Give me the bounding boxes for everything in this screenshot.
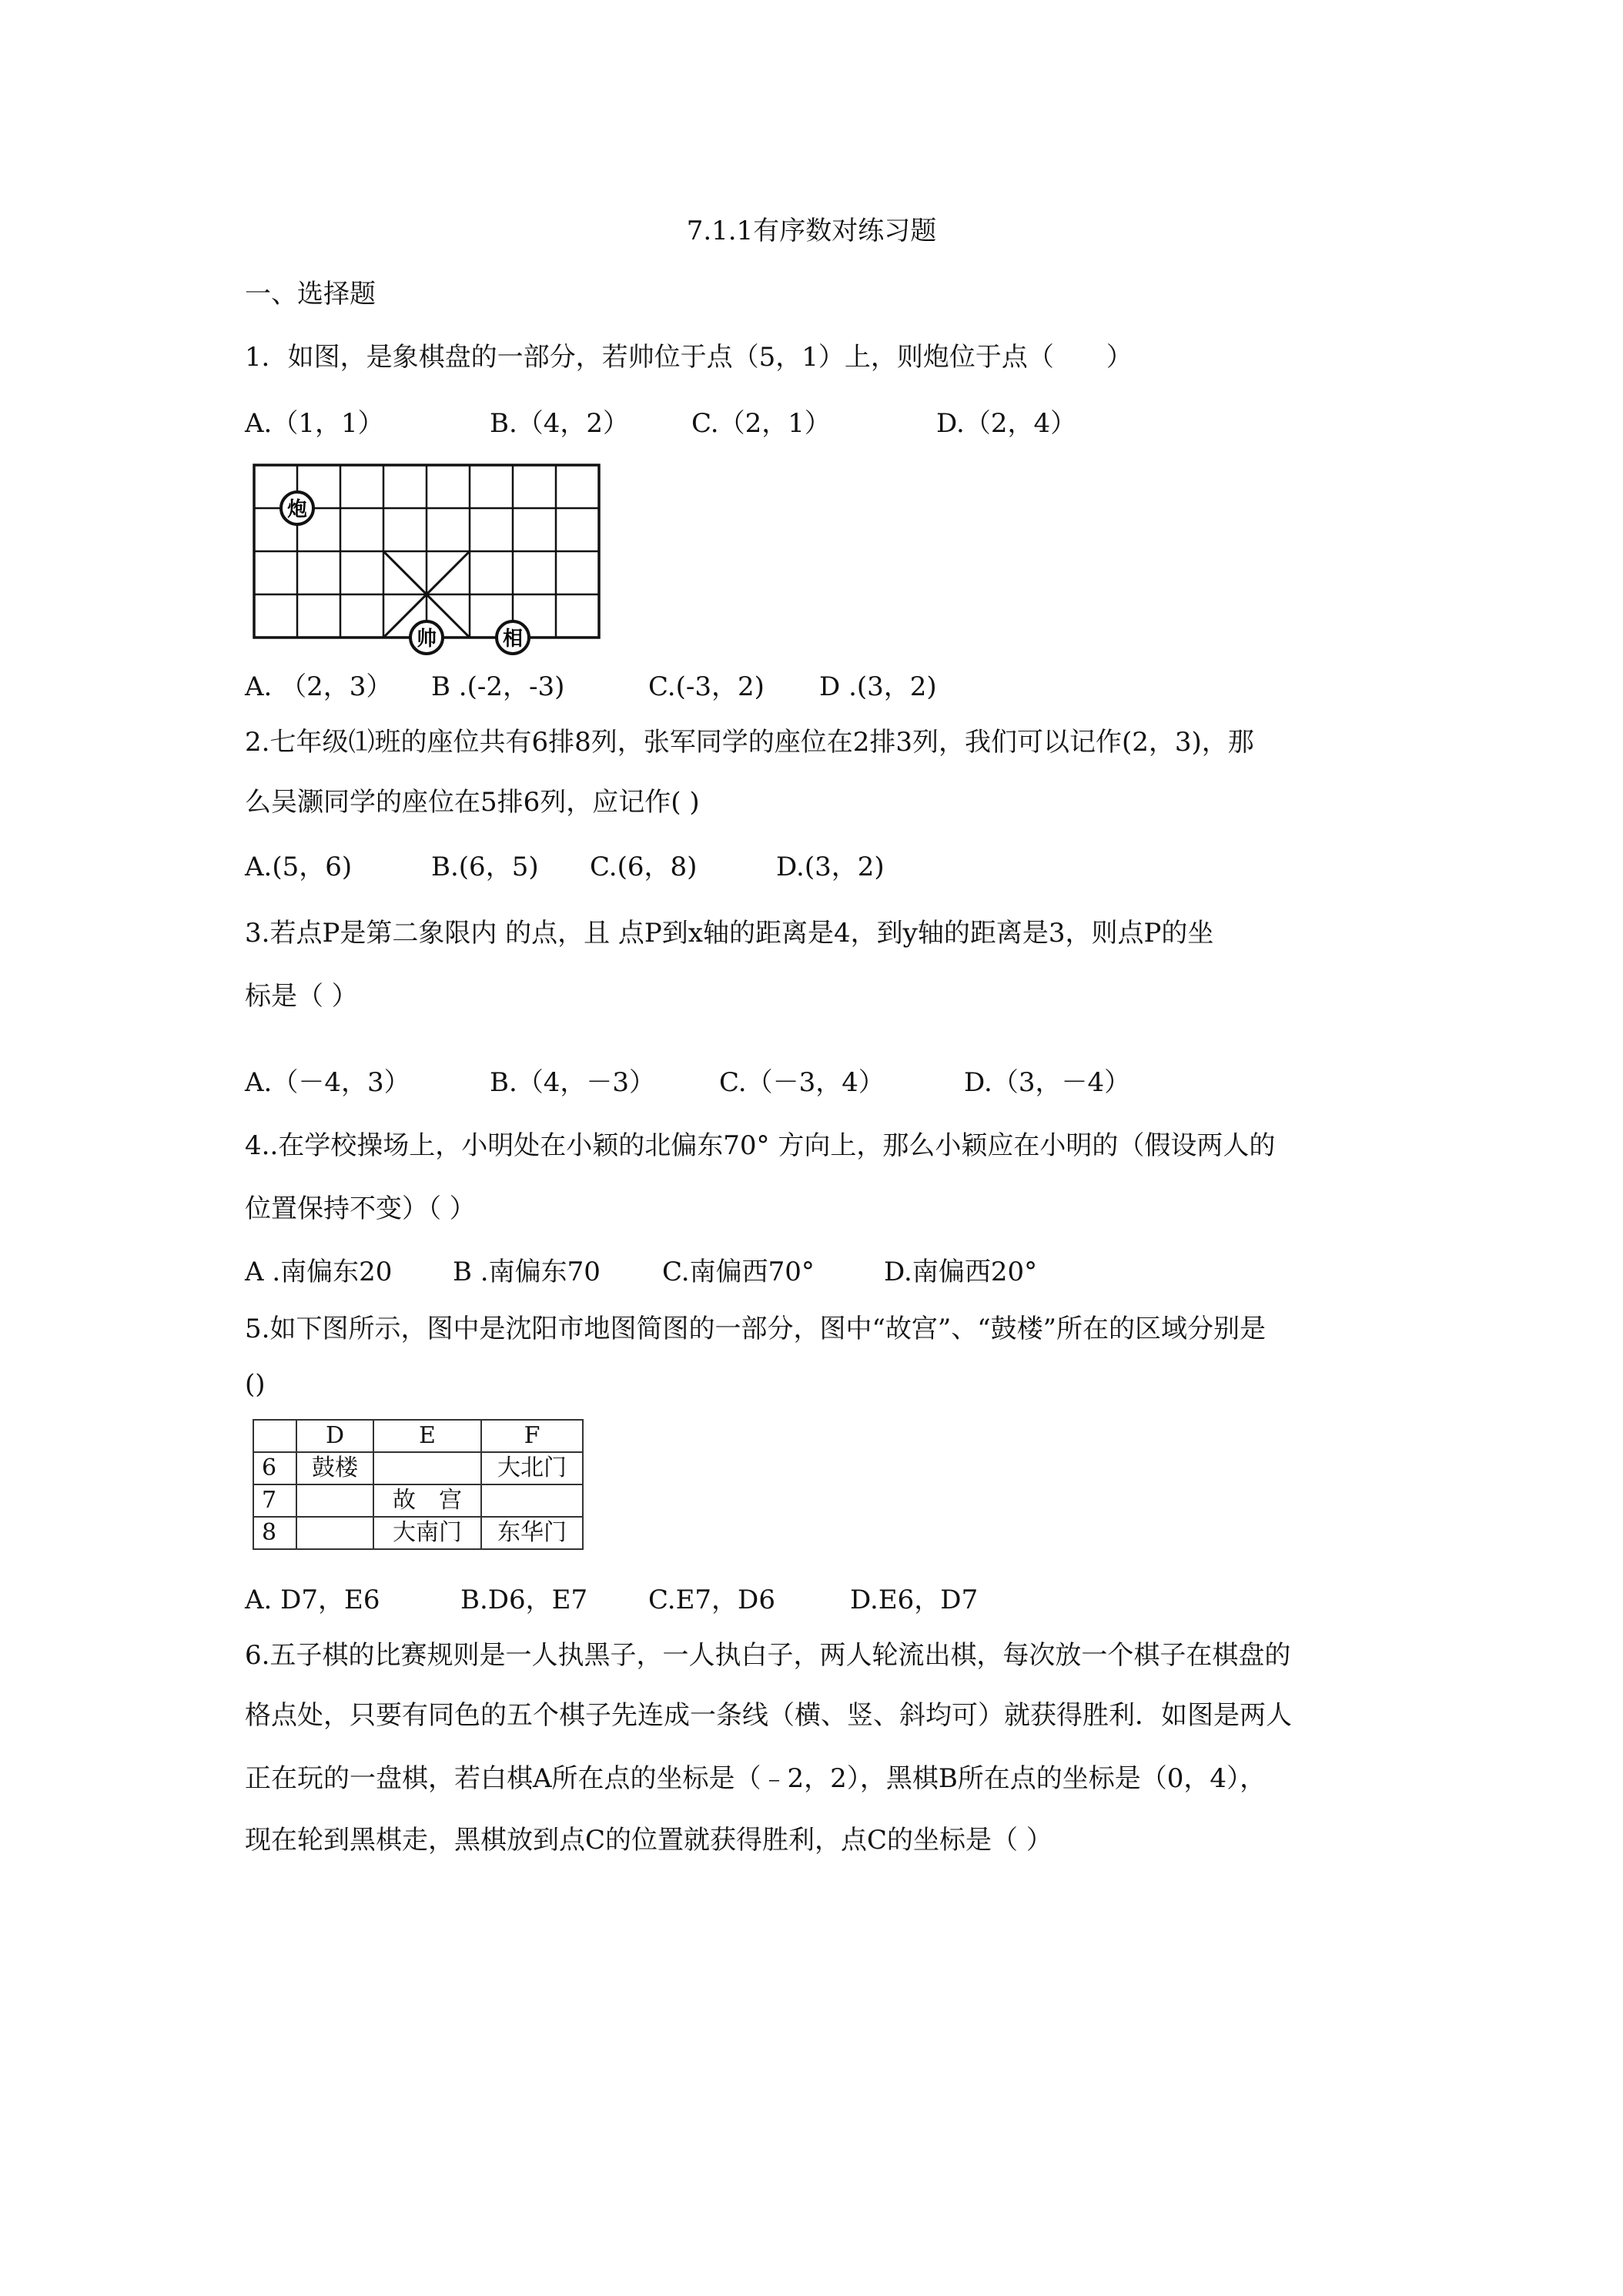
q6-line3: 正在玩的一盘棋，若白棋A所在点的坐标是（﹣2，2），黑棋B所在点的坐标是（0，4）， bbox=[245, 1763, 1267, 1794]
q6-line4: 现在轮到黑棋走，黑棋放到点C的位置就获得胜利，点C的坐标是（ ） bbox=[245, 1825, 1052, 1856]
q1-option2-d: D .(3，2) bbox=[819, 671, 937, 702]
table-cell: 大北门 bbox=[481, 1452, 583, 1484]
q5-line2: () bbox=[245, 1369, 266, 1400]
q2-line2: 么吴灏同学的座位在5排6列，应记作( ) bbox=[245, 787, 700, 818]
q2-line1: 2.七年级⑴班的座位共有6排8列，张军同学的座位在2排3列，我们可以记作(2，3)，那 bbox=[245, 727, 1254, 758]
table-row bbox=[253, 1484, 583, 1517]
q3-option-c: C.（－3，4） bbox=[719, 1067, 885, 1098]
q1-option-b: B.（4，2） bbox=[490, 408, 630, 439]
q4-option-d: D.南偏西20° bbox=[884, 1257, 1038, 1287]
q2-option-d: D.(3，2) bbox=[776, 852, 885, 882]
table-cell bbox=[373, 1452, 481, 1484]
q2-option-a: A.(5，6) bbox=[245, 852, 353, 882]
section-heading: 一、选择题 bbox=[245, 279, 376, 310]
q3-option-b: B.（4，－3） bbox=[490, 1067, 656, 1098]
q1-option-a: A.（1，1） bbox=[245, 408, 384, 439]
table-cell bbox=[481, 1484, 583, 1517]
piece-pao-label: 炮 bbox=[286, 498, 308, 521]
q6-line2: 格点处，只要有同色的五个棋子先连成一条线（横、竖、斜均可）就获得胜利．如图是两人 bbox=[245, 1700, 1292, 1731]
q4-line1: 4..在学校操场上，小明处在小颖的北偏东70° 方向上，那么小颖应在小明的（假设两人的 bbox=[245, 1130, 1276, 1161]
table-row bbox=[253, 1517, 583, 1549]
map-grid-table bbox=[253, 1419, 584, 1550]
q1-option2-b: B .(-2，-3) bbox=[431, 671, 565, 702]
page-title: 7.1.1有序数对练习题 bbox=[686, 216, 937, 246]
q4-option-a: A .南偏东20 bbox=[245, 1257, 393, 1287]
q4-option-b: B .南偏东70 bbox=[453, 1257, 601, 1287]
table-header-cell: E bbox=[373, 1420, 481, 1452]
table-row-header: 8 bbox=[253, 1517, 296, 1549]
piece-shuai-label: 帅 bbox=[416, 628, 437, 651]
q5-option-d: D.E6，D7 bbox=[850, 1585, 979, 1615]
table-cell: 故 宫 bbox=[373, 1484, 481, 1517]
q4-option-c: C.南偏西70° bbox=[662, 1257, 815, 1287]
q3-option-a: A.（－4，3） bbox=[245, 1067, 410, 1098]
piece-xiang bbox=[497, 621, 529, 654]
piece-pao bbox=[281, 492, 313, 524]
q2-option-b: B.(6，5) bbox=[431, 852, 539, 882]
piece-shuai bbox=[410, 621, 443, 654]
q1-stem: 1．如图，是象棋盘的一部分，若帅位于点（5，1）上，则炮位于点（ ） bbox=[245, 342, 1133, 373]
q6-line1: 6.五子棋的比赛规则是一人执黑子，一人执白子，两人轮流出棋，每次放一个棋子在棋盘的 bbox=[245, 1640, 1291, 1671]
q1-option-d: D.（2，4） bbox=[936, 408, 1077, 439]
q2-option-c: C.(6，8) bbox=[590, 852, 698, 882]
q5-option-a: A. D7，E6 bbox=[245, 1585, 380, 1615]
table-cell bbox=[296, 1517, 373, 1549]
table-row bbox=[253, 1452, 583, 1484]
q5-option-b: B.D6，E7 bbox=[460, 1585, 588, 1615]
q5-option-c: C.E7，D6 bbox=[648, 1585, 775, 1615]
q1-option-c: C.（2，1） bbox=[691, 408, 831, 439]
table-cell bbox=[296, 1484, 373, 1517]
table-row-header: 6 bbox=[253, 1452, 296, 1484]
q3-line2: 标是（ ） bbox=[245, 981, 358, 1012]
table-cell bbox=[253, 1420, 296, 1452]
table-row-header: 7 bbox=[253, 1484, 296, 1517]
table-cell: 东华门 bbox=[481, 1517, 583, 1549]
table-header-cell: D bbox=[296, 1420, 373, 1452]
q3-option-d: D.（3，－4） bbox=[964, 1067, 1131, 1098]
table-row bbox=[253, 1420, 583, 1452]
table-header-cell: F bbox=[481, 1420, 583, 1452]
piece-xiang-label: 相 bbox=[502, 628, 524, 651]
q1-option2-a: A. （2，3） bbox=[245, 671, 393, 702]
table-cell: 鼓楼 bbox=[296, 1452, 373, 1484]
q1-option2-c: C.(-3，2) bbox=[648, 671, 765, 702]
table-cell: 大南门 bbox=[373, 1517, 481, 1549]
q3-line1: 3.若点P是第二象限内 的点，且 点P到x轴的距离是4，到y轴的距离是3，则点P的坐 bbox=[245, 918, 1214, 949]
chessboard-diagram bbox=[245, 460, 607, 667]
q5-line1: 5.如下图所示，图中是沈阳市地图简图的一部分，图中“故宫”、“鼓楼”所在的区域分别是 bbox=[245, 1314, 1266, 1344]
q4-line2: 位置保持不变）（ ） bbox=[245, 1193, 476, 1224]
